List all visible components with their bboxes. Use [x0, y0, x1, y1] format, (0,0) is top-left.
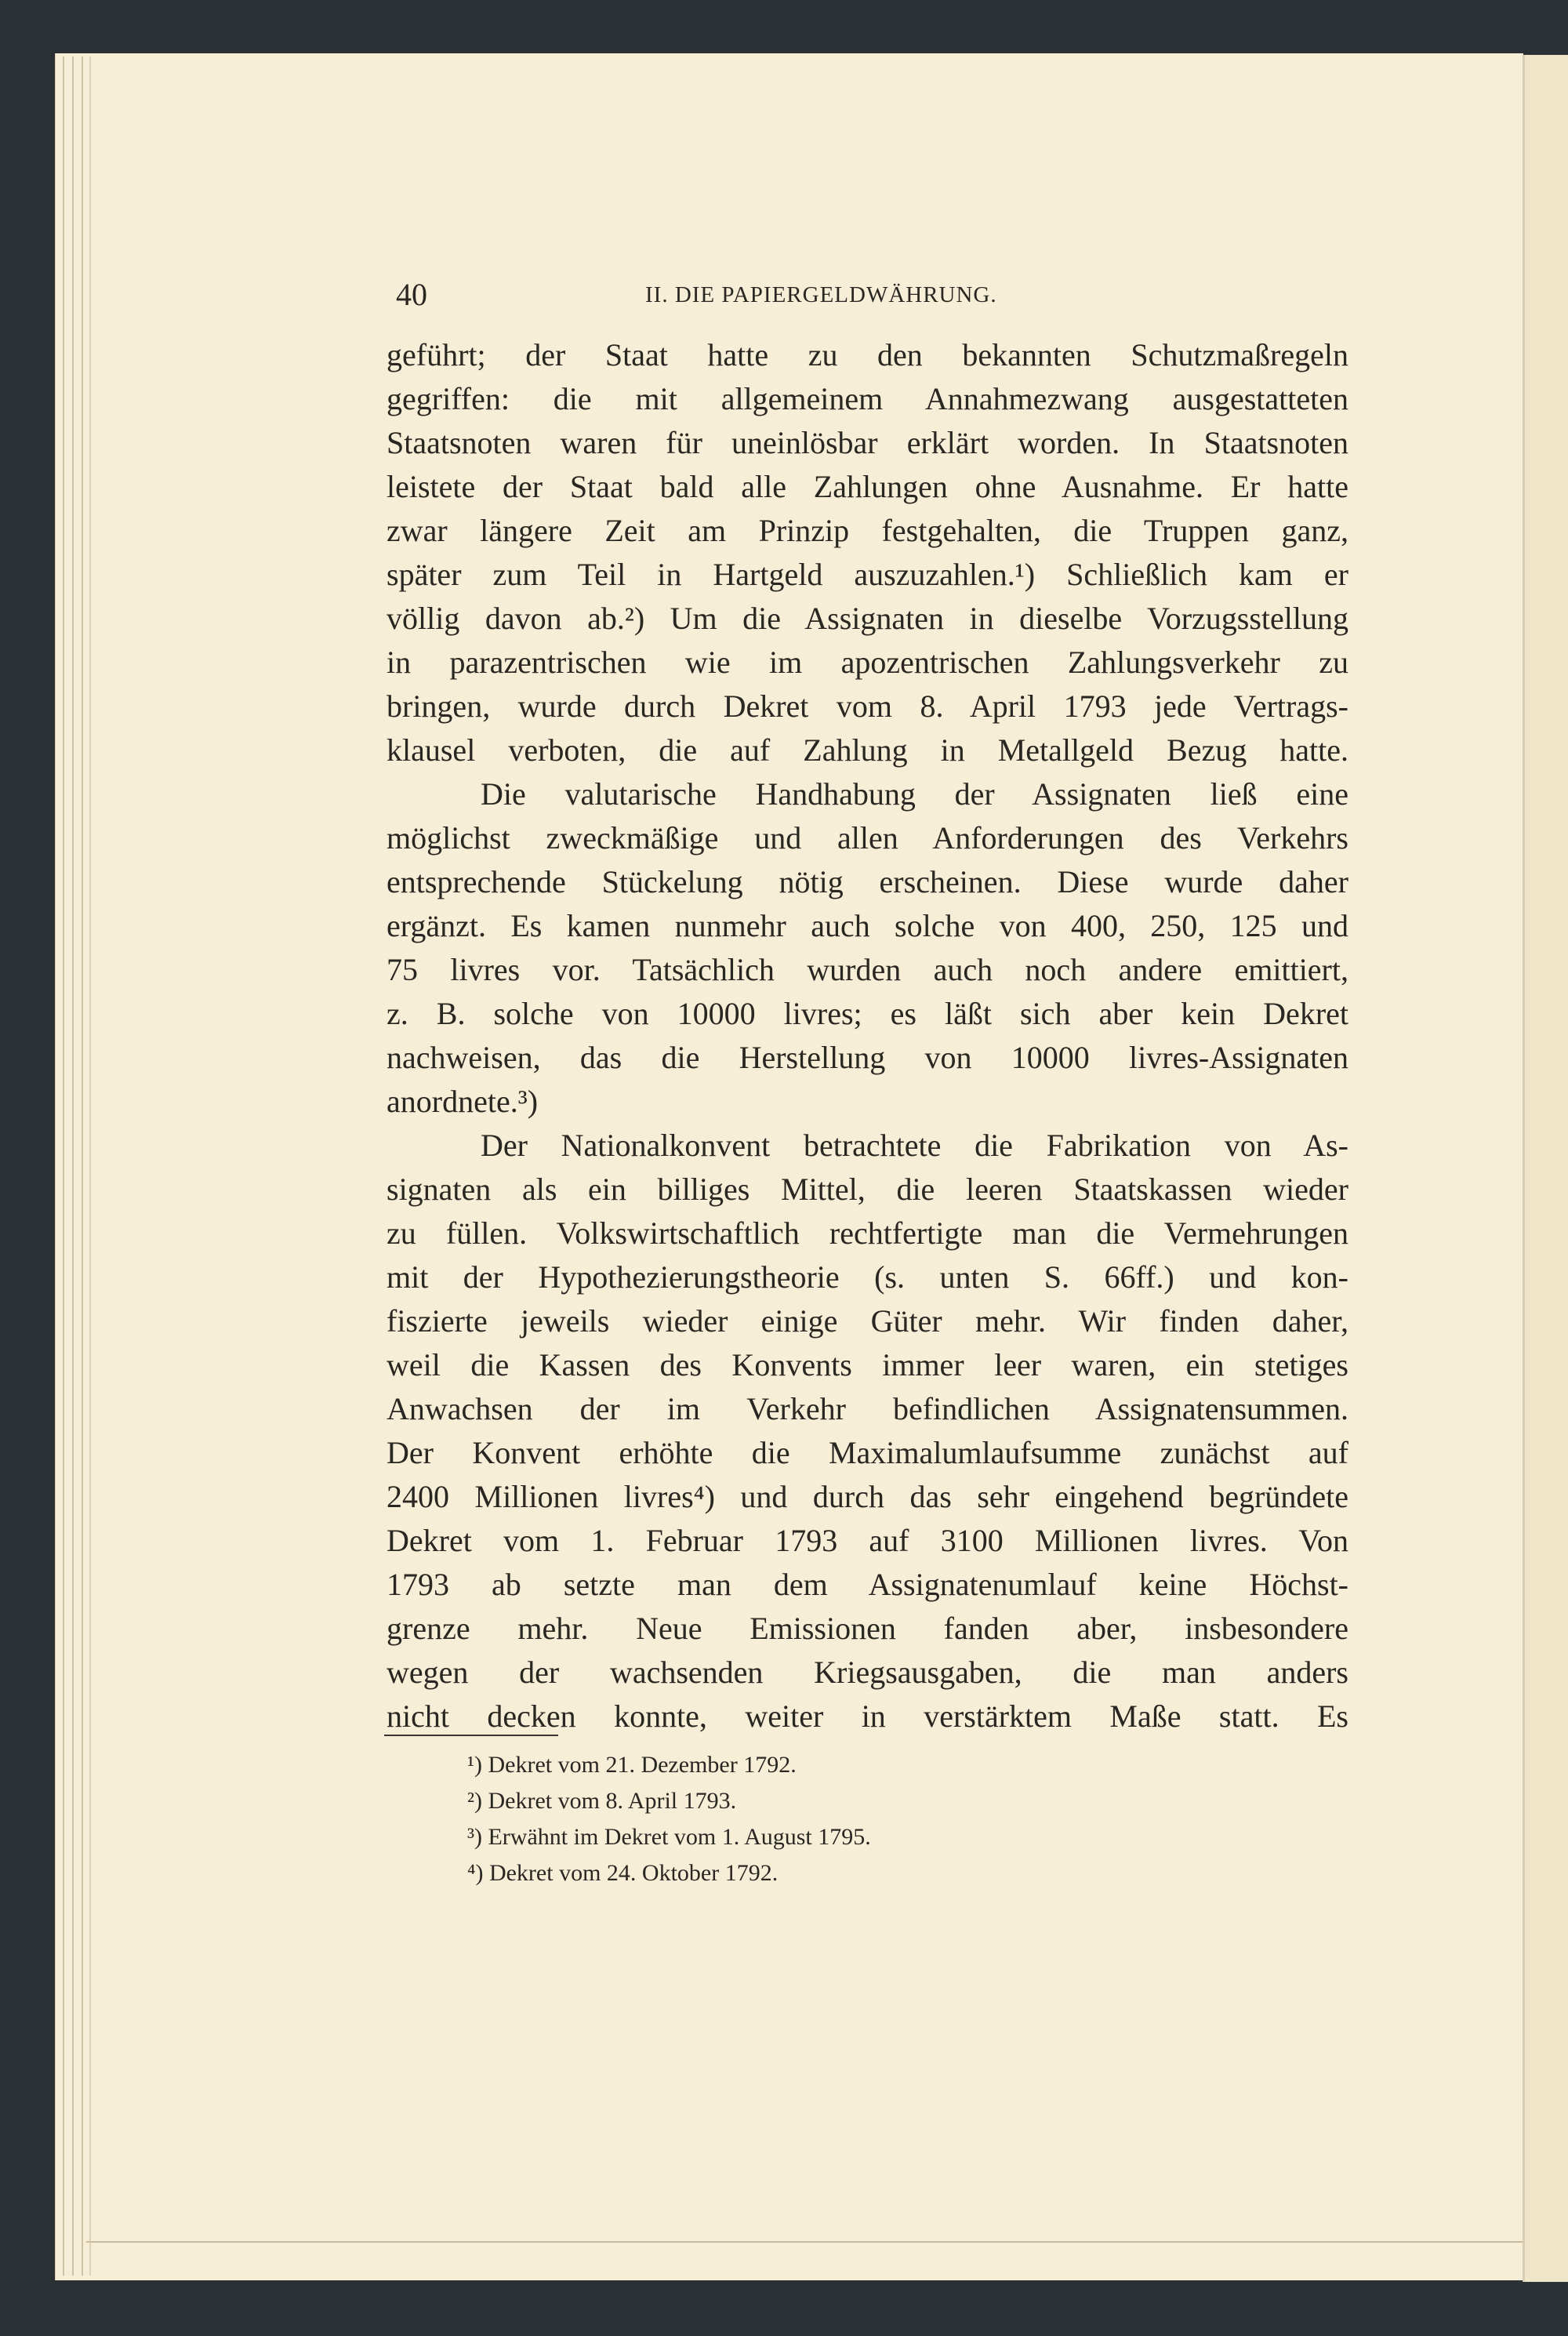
text-line: zu füllen. Volkswirtschaftlich rechtfertigte man die Vermehrungen — [387, 1215, 1348, 1251]
text-line: Der Nationalkonvent betrachtete die Fabrikation von As- — [481, 1128, 1348, 1163]
page-edge — [82, 56, 83, 2276]
text-line: Die valutarische Handhabung der Assignaten ließ eine — [481, 776, 1348, 812]
text-line: ergänzt. Es kamen nunmehr auch solche von 400, 250, 125 und — [387, 908, 1348, 943]
footnote: ³) Erwähnt im Dekret vom 1. August 1795. — [467, 1824, 871, 1850]
page-edge — [63, 56, 64, 2276]
text-line: nicht decken konnte, weiter in verstärktem Maße statt. Es — [387, 1698, 1348, 1734]
text-line: 75 livres vor. Tatsächlich wurden auch noch andere emittiert, — [387, 952, 1348, 987]
page-edge — [89, 56, 91, 2276]
text-line: klausel verboten, die auf Zahlung in Metallgeld Bezug hatte. — [387, 732, 1348, 768]
facing-page-edge — [1523, 55, 1568, 2282]
text-line: leistete der Staat bald alle Zahlungen ohne Ausnahme. Er hatte — [387, 469, 1348, 504]
text-line: Anwachsen der im Verkehr befindlichen Assignatensummen. — [387, 1391, 1348, 1426]
text-line: entsprechende Stückelung nötig erscheinen. Diese wurde daher — [387, 864, 1348, 899]
footnote: ¹) Dekret vom 21. Dezember 1792. — [467, 1752, 797, 1778]
page-number: 40 — [396, 277, 427, 312]
text-line: Der Konvent erhöhte die Maximalumlaufsumme zunächst auf — [387, 1435, 1348, 1470]
text-line: 1793 ab setzte man dem Assignatenumlauf keine Höchst- — [387, 1567, 1348, 1602]
text-line: bringen, wurde durch Dekret vom 8. April 1793 jede Vertrags- — [387, 688, 1348, 724]
text-line: gegriffen: die mit allgemeinem Annahmezwang ausgestatteten — [387, 381, 1348, 416]
text-line: Staatsnoten waren für uneinlösbar erklärt worden. In Staatsnoten — [387, 425, 1348, 460]
page-edge — [72, 56, 74, 2276]
text-line: z. B. solche von 10000 livres; es läßt sich aber kein Dekret — [387, 996, 1348, 1031]
text-line: Dekret vom 1. Februar 1793 auf 3100 Millionen livres. Von — [387, 1523, 1348, 1558]
running-title: II. DIE PAPIERGELDWÄHRUNG. — [645, 282, 997, 307]
footnotes — [467, 1747, 871, 1891]
footnote-rule — [384, 1735, 558, 1736]
text-line: möglichst zweckmäßige und allen Anforderungen des Verkehrs — [387, 820, 1348, 856]
footnote: ²) Dekret vom 8. April 1793. — [467, 1788, 737, 1814]
text-line: anordnete.³) — [387, 1084, 539, 1119]
text-line: signaten als ein billiges Mittel, die leeren Staatskassen wieder — [387, 1172, 1348, 1207]
text-line: mit der Hypothezierungstheorie (s. unten S. 66ff.) und kon- — [387, 1259, 1348, 1295]
footnote: ⁴) Dekret vom 24. Oktober 1792. — [467, 1860, 779, 1886]
text-line: zwar längere Zeit am Prinzip festgehalten, die Truppen ganz, — [387, 513, 1348, 548]
text-line: 2400 Millionen livres⁴) und durch das sehr eingehend begründete — [387, 1479, 1348, 1514]
text-line: wegen der wachsenden Kriegsausgaben, die man anders — [387, 1655, 1348, 1690]
text-line: nachweisen, das die Herstellung von 10000 livres-Assignaten — [387, 1040, 1348, 1075]
text-line: später zum Teil in Hartgeld auszuzahlen.¹) Schließlich kam er — [387, 557, 1348, 592]
text-line: in parazentrischen wie im apozentrischen Zahlungsverkehr zu — [387, 645, 1348, 680]
text-line: völlig davon ab.²) Um die Assignaten in dieselbe Vorzugsstellung — [387, 601, 1348, 636]
page-bottom-edge — [86, 2241, 1523, 2243]
page-header — [387, 276, 1348, 315]
text-line: weil die Kassen des Konvents immer leer waren, ein stetiges — [387, 1347, 1348, 1382]
text-line: grenze mehr. Neue Emissionen fanden aber, insbesondere — [387, 1611, 1348, 1646]
body-text — [387, 333, 1348, 1738]
text-line: fiszierte jeweils wieder einige Güter mehr. Wir finden daher, — [387, 1303, 1348, 1339]
text-line: geführt; der Staat hatte zu den bekannten Schutzmaßregeln — [387, 337, 1348, 372]
